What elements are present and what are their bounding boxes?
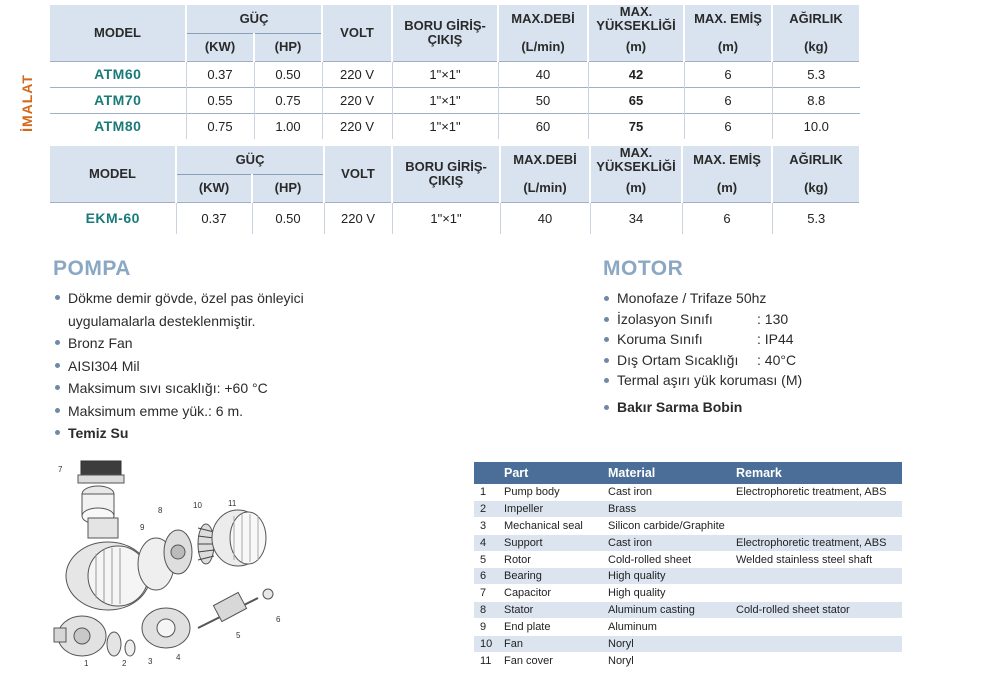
table-row xyxy=(50,87,860,113)
spec-table-ekm xyxy=(50,146,861,234)
spec-key: Dış Ortam Sıcaklığı xyxy=(617,351,739,368)
kw-cell: 0.37 xyxy=(186,61,254,87)
header-kw: (KW) xyxy=(186,33,254,61)
part-remark xyxy=(732,500,902,517)
part-name: Support xyxy=(500,534,604,551)
volt-cell: 220 V xyxy=(322,113,392,139)
emis-cell: 6 xyxy=(684,61,772,87)
list-item: Monofaze / Trifaze 50hz xyxy=(603,288,903,309)
list-item xyxy=(603,309,903,330)
callout-7: 7 xyxy=(58,465,63,474)
kw-cell: 0.37 xyxy=(176,202,252,234)
list-item: Maksimum emme yük.: 6 m. xyxy=(54,400,374,423)
part-no: 6 xyxy=(474,568,500,585)
part-material: Aluminum xyxy=(604,619,732,636)
side-label xyxy=(14,60,40,146)
header-yuk-unit: (m) xyxy=(590,174,682,202)
header-kw: (KW) xyxy=(176,174,252,202)
spec-table-atm xyxy=(50,5,861,139)
parts-header-remark: Remark xyxy=(732,462,902,484)
impeller-part xyxy=(164,530,192,574)
part-name: Rotor xyxy=(500,551,604,568)
list-item: Bronz Fan xyxy=(54,332,374,355)
part-no: 3 xyxy=(474,517,500,534)
table-row xyxy=(474,484,902,500)
header-debi-unit: (L/min) xyxy=(500,174,590,202)
header-hp: (HP) xyxy=(252,174,324,202)
part-no: 9 xyxy=(474,619,500,636)
callout-1: 1 xyxy=(84,659,89,668)
parts-header-part: Part xyxy=(500,462,604,484)
header-yuk: MAX. YÜKSEKLİĞİ xyxy=(590,146,682,174)
agirlik-cell: 10.0 xyxy=(772,113,860,139)
agirlik-cell: 8.8 xyxy=(772,87,860,113)
part-remark: Welded stainless steel shaft xyxy=(732,551,902,568)
table-row xyxy=(474,500,902,517)
table-row xyxy=(474,652,902,669)
kw-cell: 0.75 xyxy=(186,113,254,139)
volt-cell: 220 V xyxy=(324,202,392,234)
header-agirlik-unit: (kg) xyxy=(772,174,860,202)
hp-cell: 0.50 xyxy=(254,61,322,87)
header-yuk-unit: (m) xyxy=(588,33,684,61)
part-material: Silicon carbide/Graphite xyxy=(604,517,732,534)
volt-cell: 220 V xyxy=(322,61,392,87)
motor-title: MOTOR xyxy=(603,257,684,280)
part-remark xyxy=(732,652,902,669)
header-emis-unit: (m) xyxy=(684,33,772,61)
table-row xyxy=(474,517,902,534)
debi-cell: 40 xyxy=(500,202,590,234)
header-volt: VOLT xyxy=(322,5,392,61)
model-cell: ATM80 xyxy=(50,113,186,139)
part-material: Cold-rolled sheet xyxy=(604,551,732,568)
part-name: Fan xyxy=(500,636,604,653)
part-remark xyxy=(732,517,902,534)
debi-cell: 40 xyxy=(498,61,588,87)
list-item xyxy=(603,350,903,371)
table-row xyxy=(50,113,860,139)
part-no: 8 xyxy=(474,602,500,619)
emis-cell: 6 xyxy=(684,113,772,139)
header-guc: GÜÇ xyxy=(176,146,324,174)
yuk-cell: 65 xyxy=(588,87,684,113)
yuk-cell: 42 xyxy=(588,61,684,87)
debi-cell: 50 xyxy=(498,87,588,113)
header-hp: (HP) xyxy=(254,33,322,61)
part-name: Fan cover xyxy=(500,652,604,669)
motor-housing-part xyxy=(66,518,174,610)
agirlik-cell: 5.3 xyxy=(772,202,860,234)
callout-2: 2 xyxy=(122,659,127,668)
agirlik-cell: 5.3 xyxy=(772,61,860,87)
parts-header-no xyxy=(474,462,500,484)
list-item: uygulamalarla desteklenmiştir. xyxy=(68,312,256,329)
header-emis-unit: (m) xyxy=(682,174,772,202)
part-remark: Electrophoretic treatment, ABS xyxy=(732,534,902,551)
table-row xyxy=(474,585,902,602)
part-no: 2 xyxy=(474,500,500,517)
header-guc: GÜÇ xyxy=(186,5,322,33)
boru-cell: 1"×1" xyxy=(392,61,498,87)
part-material: Aluminum casting xyxy=(604,602,732,619)
header-model: MODEL xyxy=(50,146,176,202)
exploded-pump-diagram xyxy=(48,458,298,683)
list-item xyxy=(603,329,903,350)
volt-cell: 220 V xyxy=(322,87,392,113)
part-no: 11 xyxy=(474,652,500,669)
model-cell: ATM60 xyxy=(50,61,186,87)
part-name: Capacitor xyxy=(500,585,604,602)
list-item: Temiz Su xyxy=(54,422,374,445)
spec-value: : 130 xyxy=(757,310,789,327)
part-material: Brass xyxy=(604,500,732,517)
callout-10: 10 xyxy=(193,501,202,510)
part-remark xyxy=(732,619,902,636)
part-no: 5 xyxy=(474,551,500,568)
hp-cell: 1.00 xyxy=(254,113,322,139)
header-agirlik-unit: (kg) xyxy=(772,33,860,61)
part-material: High quality xyxy=(604,568,732,585)
table-row xyxy=(474,568,902,585)
callout-11: 11 xyxy=(228,499,237,508)
yuk-cell: 34 xyxy=(590,202,682,234)
table-row xyxy=(50,202,860,234)
callout-4: 4 xyxy=(176,653,181,662)
callout-5: 5 xyxy=(236,631,241,640)
part-remark xyxy=(732,636,902,653)
spec-key: Koruma Sınıfı xyxy=(617,331,703,347)
hp-cell: 0.75 xyxy=(254,87,322,113)
callout-6: 6 xyxy=(276,615,281,624)
header-debi: MAX.DEBİ xyxy=(498,5,588,33)
header-debi: MAX.DEBİ xyxy=(500,146,590,174)
header-yuk: MAX. YÜKSEKLİĞİ xyxy=(588,5,684,33)
part-no: 4 xyxy=(474,534,500,551)
part-no: 10 xyxy=(474,636,500,653)
rotor-part xyxy=(198,592,258,628)
list-item: Dökme demir gövde, özel pas önleyici xyxy=(54,287,374,310)
spec-value: : IP44 xyxy=(757,331,794,347)
emis-cell: 6 xyxy=(684,87,772,113)
header-boru: BORU GİRİŞ-ÇIKIŞ xyxy=(392,146,500,202)
yuk-cell: 75 xyxy=(588,113,684,139)
pump-body-part xyxy=(54,616,106,656)
list-item: Maksimum sıvı sıcaklığı: +60 °C xyxy=(54,377,374,400)
callout-3: 3 xyxy=(148,657,153,666)
table-row xyxy=(474,619,902,636)
fan-part xyxy=(198,524,214,564)
parts-header-material: Material xyxy=(604,462,732,484)
boru-cell: 1"×1" xyxy=(392,87,498,113)
side-label-text: İMALAT xyxy=(19,74,35,132)
table-row xyxy=(50,61,860,87)
part-material: Cast iron xyxy=(604,484,732,500)
table-row xyxy=(474,534,902,551)
list-item: AISI304 Mil xyxy=(54,355,374,378)
part-no: 1 xyxy=(474,484,500,500)
model-cell: EKM-60 xyxy=(50,202,176,234)
boru-cell: 1"×1" xyxy=(392,202,500,234)
support-part xyxy=(142,608,190,648)
list-item: Bakır Sarma Bobin xyxy=(603,397,903,418)
header-volt: VOLT xyxy=(324,146,392,202)
fan-cover-part xyxy=(212,510,266,566)
header-emis: MAX. EMİŞ xyxy=(682,146,772,174)
part-name: Pump body xyxy=(500,484,604,500)
motor-list xyxy=(603,288,903,417)
header-agirlik: AĞIRLIK xyxy=(772,146,860,174)
spec-value: : 40°C xyxy=(757,351,797,368)
part-name: Bearing xyxy=(500,568,604,585)
part-material: Noryl xyxy=(604,636,732,653)
part-name: End plate xyxy=(500,619,604,636)
header-boru: BORU GİRİŞ-ÇIKIŞ xyxy=(392,5,498,61)
part-name: Mechanical seal xyxy=(500,517,604,534)
part-name: Impeller xyxy=(500,500,604,517)
table-row xyxy=(474,602,902,619)
callout-9: 9 xyxy=(140,523,145,532)
part-material: Noryl xyxy=(604,652,732,669)
spec-key: İzolasyon Sınıfı xyxy=(617,310,713,327)
parts-table xyxy=(474,462,902,670)
table-row xyxy=(474,636,902,653)
part-remark xyxy=(732,585,902,602)
capacitor-part xyxy=(78,461,124,524)
part-material: High quality xyxy=(604,585,732,602)
part-name: Stator xyxy=(500,602,604,619)
header-agirlik: AĞIRLIK xyxy=(772,5,860,33)
kw-cell: 0.55 xyxy=(186,87,254,113)
pompa-title: POMPA xyxy=(53,257,131,280)
part-remark xyxy=(732,568,902,585)
header-debi-unit: (L/min) xyxy=(498,33,588,61)
table-row xyxy=(474,551,902,568)
part-no: 7 xyxy=(474,585,500,602)
part-material: Cast iron xyxy=(604,534,732,551)
part-remark: Cold-rolled sheet stator xyxy=(732,602,902,619)
emis-cell: 6 xyxy=(682,202,772,234)
callout-8: 8 xyxy=(158,506,163,515)
pompa-list xyxy=(54,287,374,445)
list-item: Termal aşırı yük koruması (M) xyxy=(603,370,903,391)
debi-cell: 60 xyxy=(498,113,588,139)
hp-cell: 0.50 xyxy=(252,202,324,234)
model-cell: ATM70 xyxy=(50,87,186,113)
boru-cell: 1"×1" xyxy=(392,113,498,139)
part-remark: Electrophoretic treatment, ABS xyxy=(732,484,902,500)
header-model: MODEL xyxy=(50,5,186,61)
header-emis: MAX. EMİŞ xyxy=(684,5,772,33)
